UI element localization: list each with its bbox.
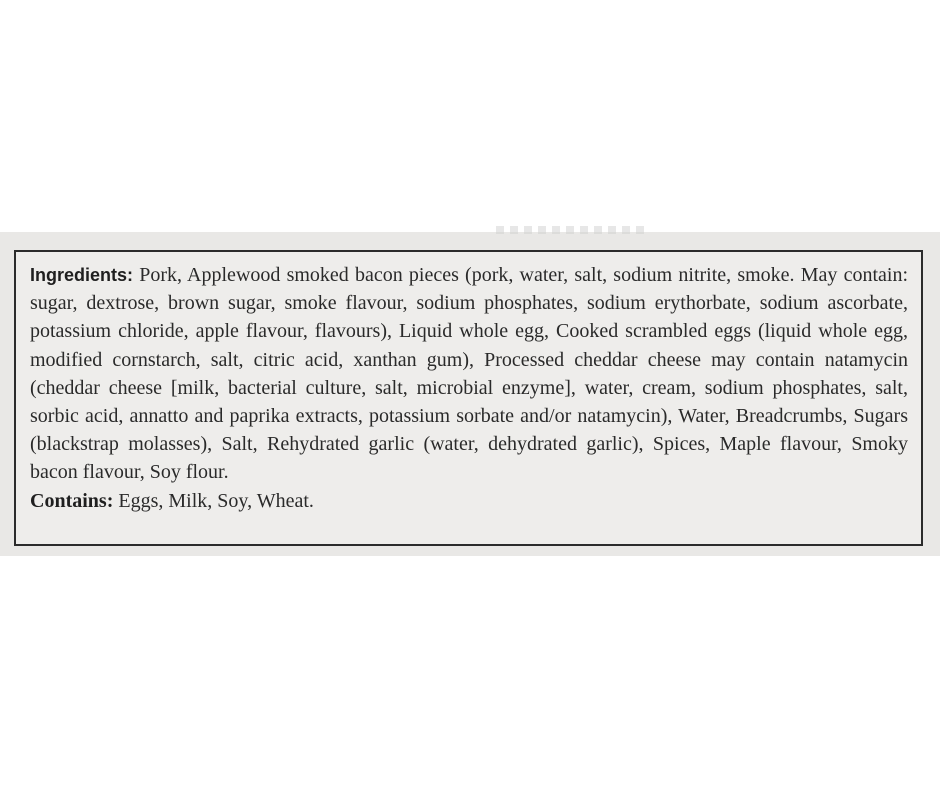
faint-print-marks bbox=[496, 226, 646, 234]
contains-paragraph bbox=[30, 487, 908, 515]
ingredients-heading: Ingredients: bbox=[30, 265, 134, 285]
ingredients-text: Pork, Applewood smoked bacon pieces (pork, water, salt, sodium nitrite, smoke. May contain: sugar, dextrose, brown sugar, smoke flavour, sodium phosphates, sodium erythorbate, sodium ascorbate, potassium chloride, apple flavour, flavours), Liquid whole egg, Cooked scrambled eggs (liquid whole egg, modified cornstarch, salt, citric acid, xanthan gum), Processed cheddar cheese may contain natamycin (cheddar cheese [milk, bacterial culture, salt, microbial enzyme], water, cream, sodium phosphates, salt, sorbic acid, annatto and paprika extracts, potassium sorbate and/or natamycin), Water, Breadcrumbs, Sugars (blackstrap molasses), Salt, Rehydrated garlic (water, dehydrated garlic), Spices, Maple flavour, Smoky bacon flavour, Soy flour. bbox=[30, 264, 908, 484]
contains-heading: Contains: bbox=[30, 489, 114, 512]
contains-text: Eggs, Milk, Soy, Wheat. bbox=[113, 489, 314, 512]
ingredients-paragraph bbox=[30, 261, 908, 487]
ingredients-panel bbox=[30, 261, 908, 515]
ingredients-label-box bbox=[14, 250, 923, 546]
